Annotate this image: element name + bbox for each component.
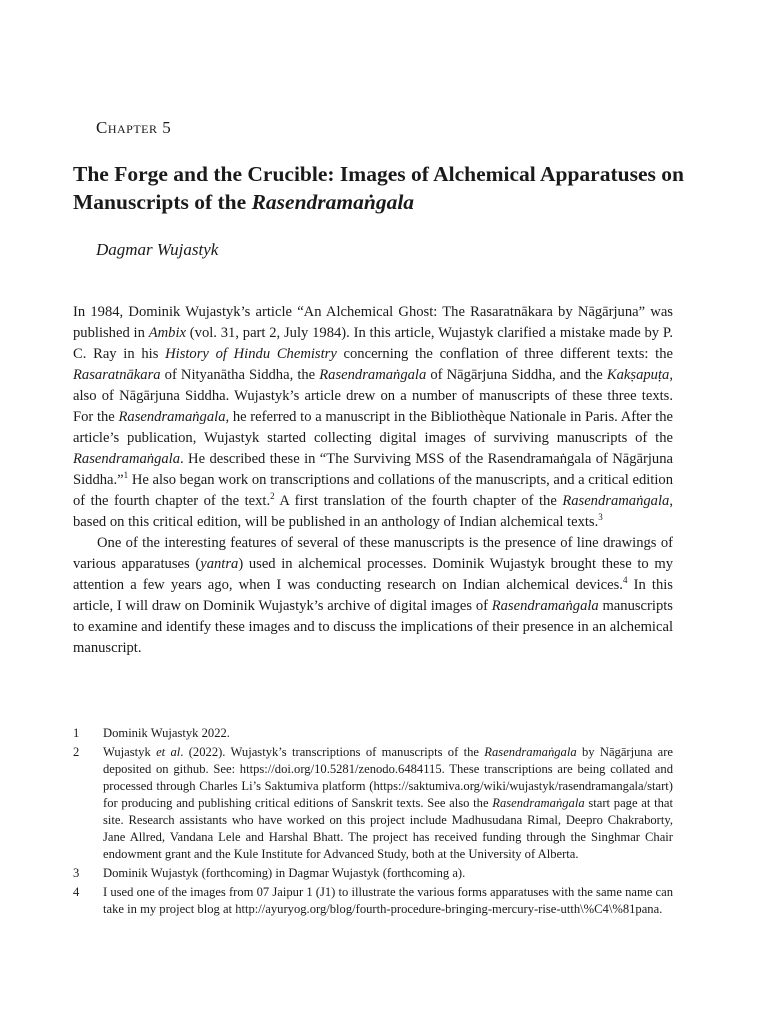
text-run: One of the interesting features of several of these manuscripts is the presence of line drawings of various apparatuses ( bbox=[73, 535, 673, 572]
footnote-text bbox=[103, 865, 673, 882]
text-run: manuscripts to examine and identify these images and to discuss the implications of their presence in an alchemical manuscript. bbox=[73, 598, 673, 656]
text-run: of Nāgārjuna Siddha, and the bbox=[426, 367, 607, 383]
footnote-text bbox=[103, 744, 673, 863]
italic-run: Rasendramaṅgala bbox=[492, 796, 585, 810]
text-run: Wujastyk bbox=[103, 745, 157, 759]
footnote-text bbox=[103, 884, 673, 918]
italic-run: yantra bbox=[200, 556, 239, 572]
italic-run: Rasendramaṅgala bbox=[73, 451, 181, 467]
italic-run: Rasendramaṅgala bbox=[562, 493, 670, 509]
italic-run: History of Hindu Chemistry bbox=[165, 346, 337, 362]
italic-run: Rasaratnākara bbox=[73, 367, 161, 383]
paragraph bbox=[73, 302, 673, 533]
chapter-title bbox=[73, 160, 693, 216]
italic-run: Ambix bbox=[148, 325, 186, 341]
body-text bbox=[73, 302, 673, 659]
text-run: Dominik Wujastyk 2022. bbox=[103, 726, 230, 740]
text-run: , also of Nāgārjuna Siddha. Wujastyk’s article drew on a number of manuscripts of these three texts. For the bbox=[73, 367, 673, 425]
text-run: . He described these in “The Surviving MSS of the Rasendramaṅgala of Nāgārjuna Siddha.” bbox=[73, 451, 673, 488]
italic-run: Rasendramaṅgala bbox=[319, 367, 427, 383]
footnote bbox=[73, 744, 673, 863]
text-run: I used one of the images from 07 Jaipur 1 (J1) to illustrate the various forms apparatuses with the same name can take in my project blog at http://ayuryog.org/blog/fourth-procedure-bringing-mercury-rise-utth\%C4\%81pana. bbox=[103, 885, 673, 916]
text-run: of Nityanātha Siddha, the bbox=[160, 367, 320, 383]
italic-run: Rasendramaṅgala bbox=[118, 409, 226, 425]
text-run: concerning the conflation of three different texts: the bbox=[336, 346, 673, 362]
text-run: start page at that site. Research assistants who have worked on this project include Madhusudana Rimal, Deepro Chakraborty, Jane Allred, Vandana Lele and Harshal Bhatt. The project has received funding through the Singhmar Chair endowment grant and the Kule Institute for Advanced Study, both at the University of Alberta. bbox=[103, 796, 673, 861]
footnote bbox=[73, 865, 673, 882]
chapter-title-italic: Rasendramaṅgala bbox=[251, 190, 415, 214]
text-run: Dominik Wujastyk (forthcoming) in Dagmar Wujastyk (forthcoming a). bbox=[103, 866, 466, 880]
text-run: by Nāgārjuna are deposited on github. See: https://doi.org/10.5281/zenodo.6484115. These transcriptions are being collated and processed through Charles Li’s Saktumiva platform (https://saktumiva.org/wiki/wujastyk/rasendramangala/start) for producing and publishing critical editions of Sanskrit texts. See also the bbox=[103, 745, 673, 810]
text-run: A first translation of the fourth chapter of the bbox=[274, 493, 563, 509]
chapter-label: Chapter 5 bbox=[96, 118, 172, 137]
footnote-ref: 4 bbox=[622, 575, 628, 586]
chapter-title-text: The Forge and the Crucible: Images of Alchemical Apparatuses on Manuscripts of the bbox=[73, 162, 684, 214]
footnote bbox=[73, 884, 673, 918]
text-run: He also began work on transcriptions and collations of the manuscripts, and a critical edition of the fourth chapter of the text. bbox=[73, 472, 673, 509]
italic-run: Rasendramaṅgala bbox=[484, 745, 577, 759]
footnote bbox=[73, 725, 673, 742]
text-run: In this article, I will draw on Dominik Wujastyk’s archive of digital images of bbox=[73, 577, 673, 614]
text-run: . (2022). Wujastyk’s transcriptions of manuscripts of the bbox=[180, 745, 485, 759]
footnote-ref: 3 bbox=[598, 512, 603, 523]
text-run: ) used in alchemical processes. Dominik Wujastyk brought these to my attention a few years ago, when I was conducting research on Indian alchemical devices. bbox=[73, 556, 673, 593]
footnote-ref: 1 bbox=[123, 470, 129, 481]
footnote-number: 1 bbox=[73, 726, 80, 740]
footnote-number: 3 bbox=[73, 866, 80, 880]
text-run: , based on this critical edition, will be published in an anthology of Indian alchemical texts. bbox=[73, 493, 673, 530]
italic-run: Kakṣapuṭa bbox=[606, 367, 670, 383]
footnote-ref: 2 bbox=[270, 491, 275, 502]
italic-run: Rasendramaṅgala bbox=[491, 598, 599, 614]
italic-run: et al bbox=[156, 745, 181, 759]
footnote-number: 4 bbox=[73, 885, 80, 899]
paragraph bbox=[73, 533, 673, 659]
author-name: Dagmar Wujastyk bbox=[96, 240, 219, 259]
text-run: (vol. 31, part 2, July 1984). In this article, Wujastyk clarified a mistake made by P. C. Ray in his bbox=[73, 325, 674, 362]
footnote-text bbox=[103, 725, 673, 742]
footnotes bbox=[73, 725, 673, 920]
footnote-number: 2 bbox=[73, 745, 80, 759]
text-run: , he referred to a manuscript in the Bibliothèque Nationale in Paris. After the article’s publication, Wujastyk started collecting digital images of surviving manuscripts of the bbox=[73, 409, 674, 446]
text-run: In 1984, Dominik Wujastyk’s article “An Alchemical Ghost: The Rasaratnākara by Nāgārjuna” was published in bbox=[73, 304, 673, 341]
